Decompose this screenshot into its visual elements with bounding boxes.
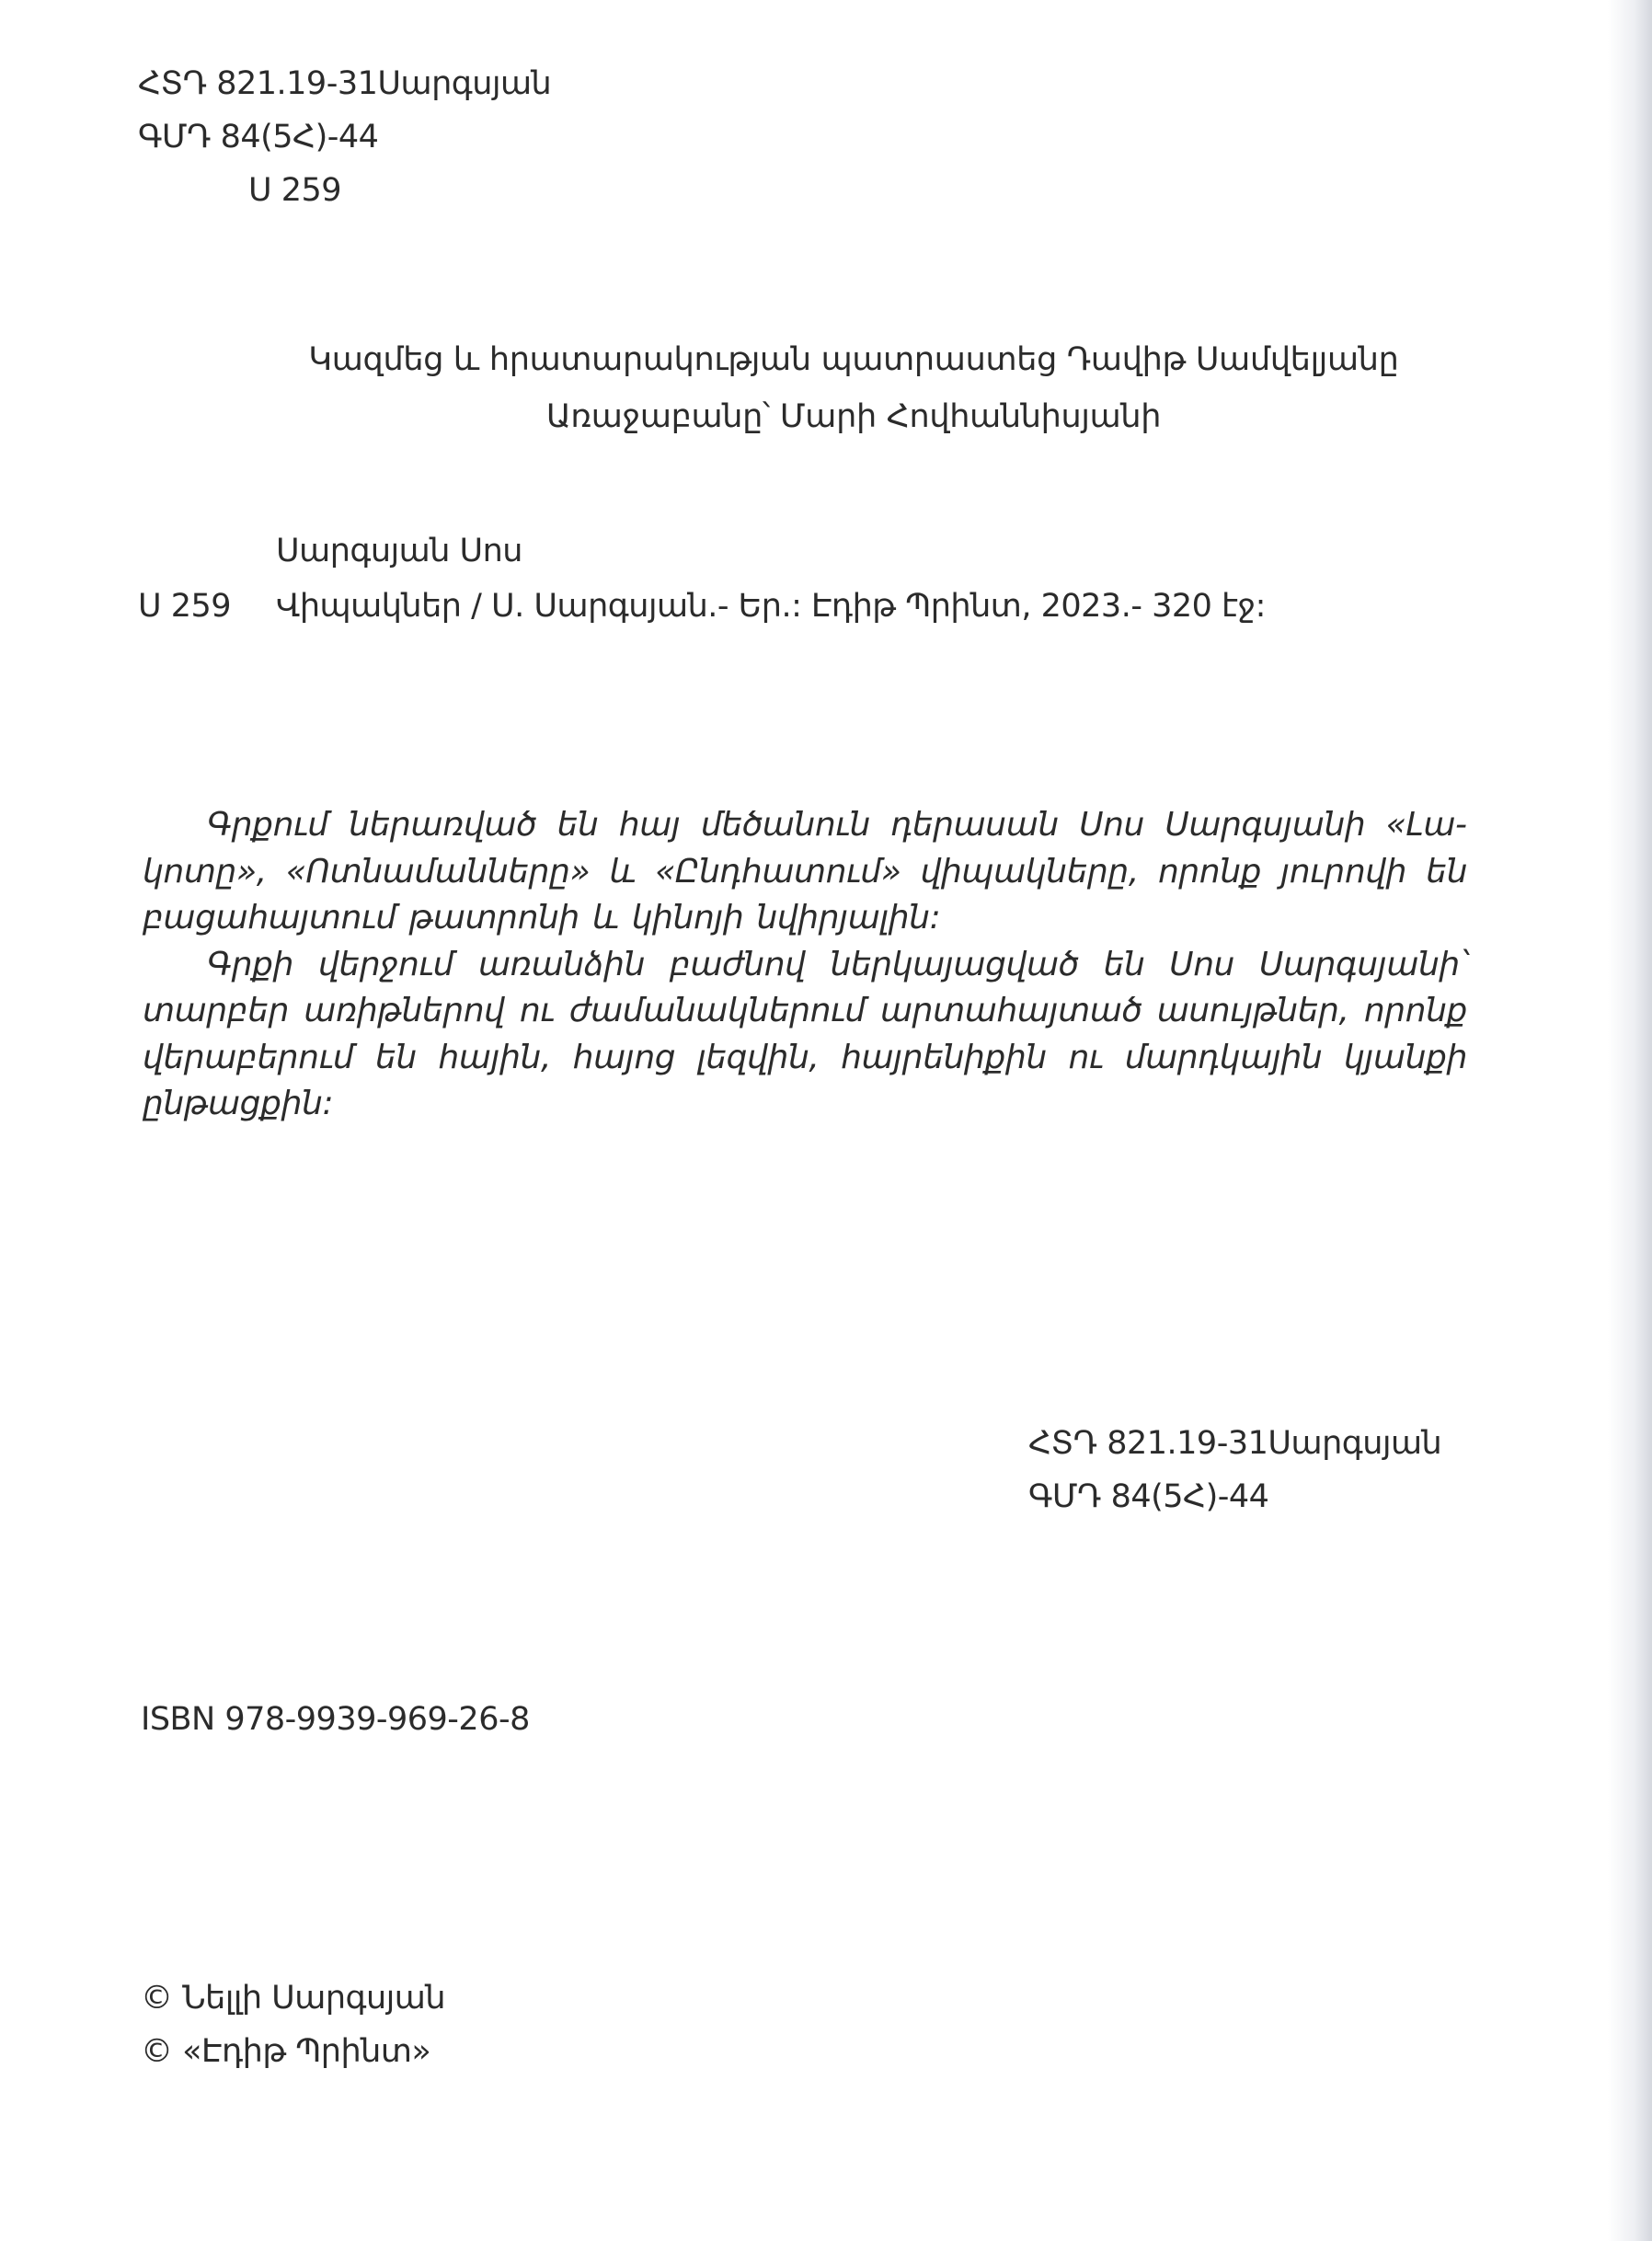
udc-code: ՀՏԴ 821.19-31Սարգսյան bbox=[138, 65, 552, 102]
lbc-code: ԳՄԴ 84(5Հ)-44 bbox=[1028, 1478, 1269, 1515]
annotation-paragraph: Գրքում ներառված են հայ մեծանուն դերասան Սոս Սարգսյանի «Լակոտը», «Ոտնամանները» և «Ընդհատում» վիպակները, որոնք յուրովի են բացահայտում թատրոնի և կինոյի նվիրյալին: bbox=[143, 806, 1467, 937]
compiled-by: Կազմեց և հրատարակության պատրաստեց Դավիթ Սամվելյանը bbox=[308, 341, 1399, 378]
credits bbox=[0, 331, 1652, 445]
catalog-author-mark: Ս 259 bbox=[138, 588, 232, 625]
catalog-description: Վիպակներ / Ս. Սարգսյան.- Եր.: Էդիթ Պրինտ, 2023.- 320 էջ: bbox=[276, 588, 1266, 625]
classification-bottom bbox=[1028, 1417, 1441, 1523]
copyright-line: © Նելլի Սարգսյան bbox=[141, 1980, 446, 2017]
isbn: ISBN 978-9939-969-26-8 bbox=[141, 1701, 530, 1738]
lbc-code: ԳՄԴ 84(5Հ)-44 bbox=[138, 119, 379, 155]
author-mark: Ս 259 bbox=[248, 172, 342, 209]
annotation bbox=[143, 802, 1467, 1128]
copyright-line: © «Էդիթ Պրինտ» bbox=[141, 2033, 431, 2070]
udc-code: ՀՏԴ 821.19-31Սարգսյան bbox=[1028, 1425, 1442, 1462]
foreword-by: Առաջաբանը՝ Մարի Հովհաննիսյանի bbox=[545, 398, 1162, 435]
annotation-paragraph: Գրքի վերջում առանձին բաժնով ներկայացված են Սոս Սարգսյանի՝ տարբեր առիթներով ու ժամանակներում արտահայտած ասույթներ, որոնք վերաբերում են հային, հայոց լեզվին, հայրենիքին ու մարդկային կյանքի ընթացքին: bbox=[143, 945, 1467, 1122]
classification-top bbox=[138, 57, 551, 217]
copyright-block bbox=[141, 1971, 445, 2078]
catalog-author: Սարգսյան Սոս bbox=[276, 533, 522, 569]
